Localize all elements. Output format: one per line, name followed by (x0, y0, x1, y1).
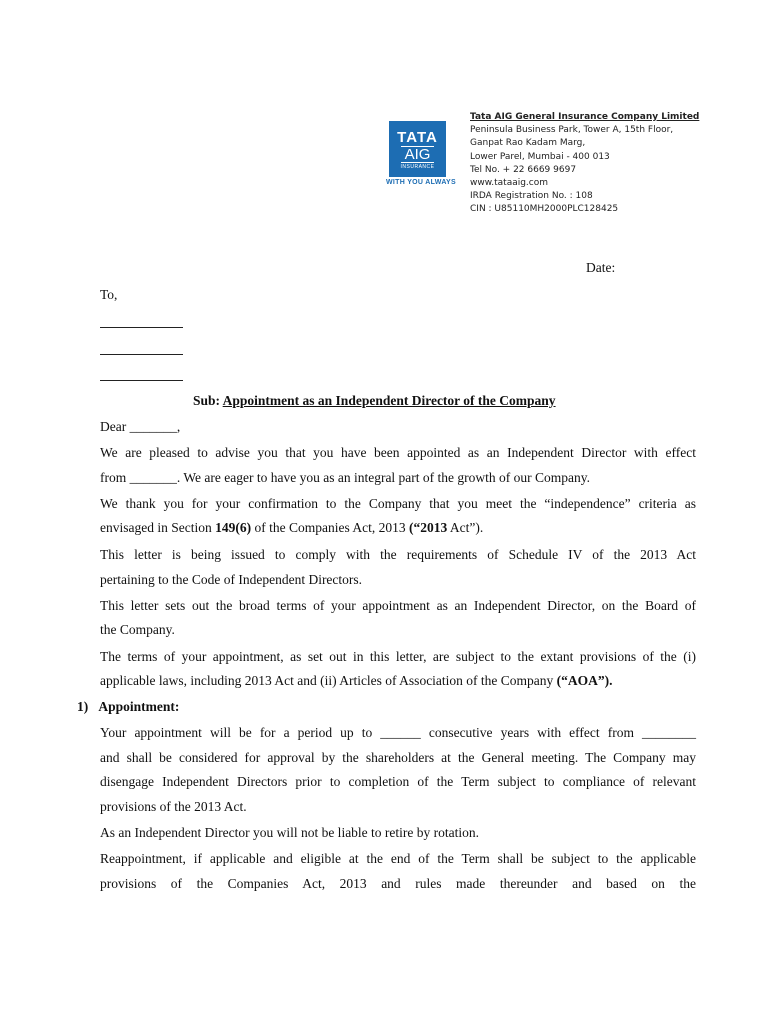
text-run: envisaged in Section (100, 520, 216, 535)
body-line: We thank you for your confirmation to the Company that you meet the “independence” criteria as (100, 496, 696, 511)
body-line: This letter sets out the broad terms of your appointment as an Independent Director, on the Board of (100, 598, 696, 613)
to-label: To, (100, 287, 118, 302)
address-line: Tel No. + 22 6669 9697 (470, 164, 577, 175)
tata-aig-logo (386, 121, 456, 187)
address-line: Peninsula Business Park, Tower A, 15th Floor, (470, 125, 674, 136)
logo-brand-mid: AIG (401, 146, 435, 163)
section-line: disengage Independent Directors prior to completion of the Term subject to compliance of relevant (100, 774, 696, 789)
logo-tagline: WITH YOU ALWAYS (386, 179, 456, 186)
section-line: Your appointment will be for a period up to ______ consecutive years with effect from ________ (100, 725, 696, 740)
text-run-bold: (“2013 (408, 520, 448, 535)
salutation: Dear _______, (100, 419, 181, 434)
company-name: Tata AIG General Insurance Company Limited (470, 112, 700, 122)
section-heading (77, 699, 179, 715)
text-run: applicable laws, including 2013 Act and (ii) Articles of Association of the Company (100, 673, 557, 688)
subject-prefix: Sub: (193, 393, 223, 408)
recipient-blank-line (100, 380, 183, 381)
body-line: the Company. (100, 622, 175, 637)
body-line: We are pleased to advise you that you have been appointed as an Independent Director with effect (100, 445, 696, 460)
body-line-aoa (100, 673, 613, 689)
logo-mark (389, 121, 446, 177)
logo-brand-sub: INSURANCE (400, 164, 435, 170)
section-line: provisions of the 2013 Act. (100, 799, 247, 814)
body-line: pertaining to the Code of Independent Directors. (100, 572, 363, 587)
subject-text: Appointment as an Independent Director of the Company (222, 393, 556, 408)
body-line-section-ref (100, 520, 483, 536)
body-line: The terms of your appointment, as set out in this letter, are subject to the extant provisions of the (i) (100, 649, 696, 664)
address-line: IRDA Registration No. : 108 (470, 191, 593, 202)
section-line: As an Independent Director you will not be liable to retire by rotation. (100, 825, 480, 840)
section-line: Reappointment, if applicable and eligible at the end of the Term shall be subject to the applicable (100, 851, 696, 866)
subject-line (193, 393, 556, 409)
text-run: of the Companies Act, 2013 (251, 520, 409, 535)
body-line: This letter is being issued to comply with the requirements of Schedule IV of the 2013 Act (100, 547, 696, 562)
date-label: Date: (586, 260, 616, 275)
address-line: www.tataaig.com (470, 178, 549, 189)
text-run: Act”). (447, 520, 484, 535)
section-line: and shall be considered for approval by the shareholders at the General meeting. The Company may (100, 750, 696, 765)
aoa-abbreviation: (“AOA”). (556, 673, 613, 688)
logo-brand-top: TATA (397, 129, 438, 146)
section-title: Appointment: (98, 699, 180, 714)
address-line: CIN : U85110MH2000PLC128425 (470, 204, 619, 215)
section-number: 1) (77, 699, 89, 714)
section-line: provisions of the Companies Act, 2013 and rules made thereunder and based on the (100, 876, 696, 891)
recipient-blank-line (100, 327, 183, 328)
text-run-bold: 149(6) (215, 520, 252, 535)
address-line: Lower Parel, Mumbai - 400 013 (470, 151, 610, 162)
address-line: Ganpat Rao Kadam Marg, (470, 138, 586, 149)
company-address-block (470, 111, 699, 217)
recipient-blank-line (100, 354, 183, 355)
body-line: from _______. We are eager to have you as an integral part of the growth of our Company. (100, 470, 591, 485)
